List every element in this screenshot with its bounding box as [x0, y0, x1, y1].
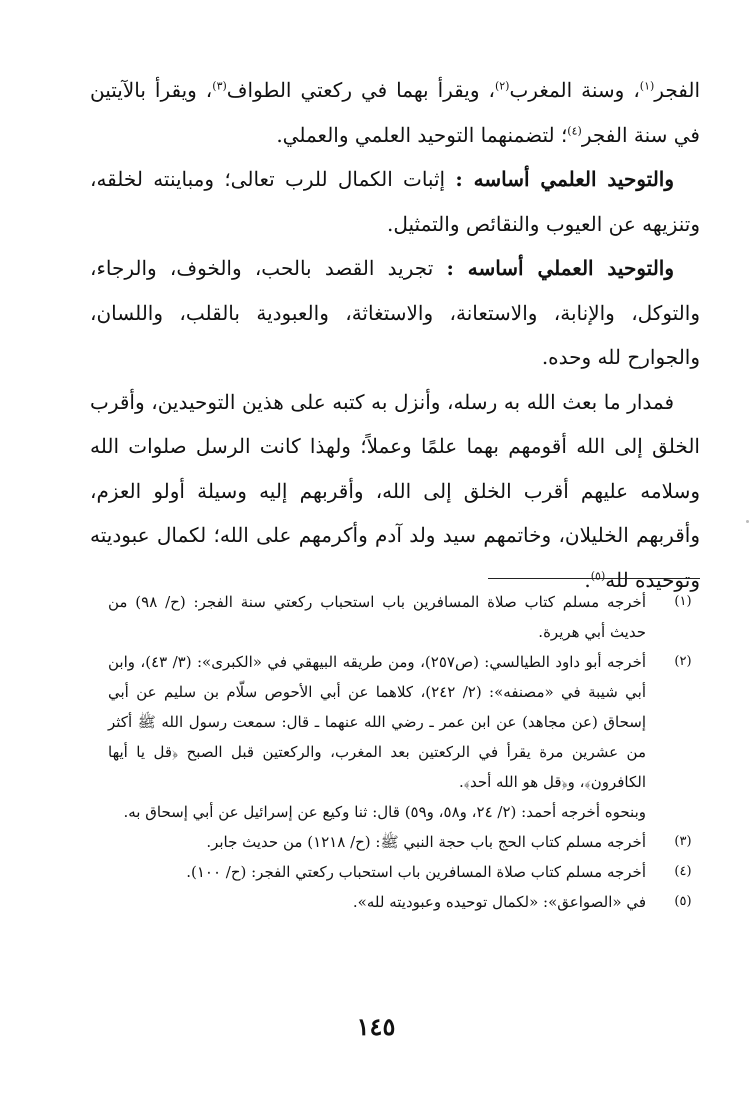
paragraph-3	[90, 246, 700, 380]
footnote-1	[108, 587, 700, 647]
text-segment: ؛ لتضمنهما التوحيد العلمي والعملي.	[276, 122, 568, 147]
footnote-ref-1: (١)	[639, 79, 655, 93]
footnote-text: أخرجه مسلم كتاب صلاة المسافرين باب استحباب ركعتي الفجر: (ح/ ١٠٠).	[186, 863, 646, 881]
main-text	[90, 68, 700, 602]
footnote-text: أخرجه مسلم كتاب صلاة المسافرين باب استحباب ركعتي سنة الفجر: (ح/ ٩٨) من حديث أبي هريرة.	[108, 593, 646, 641]
paragraph-1	[90, 68, 700, 157]
paragraph-heading: والتوحيد العملي أساسه :	[446, 256, 674, 280]
text-segment: تجريد القصد بالحب، والخوف، والرجاء، والتوكل، والإنابة، والاستعانة، والاستغاثة، والعبودية بالقلب، واللسان، والجوارح لله وحده.	[90, 256, 700, 369]
footnotes	[108, 587, 700, 917]
footnote-text: في «الصواعق»: «لكمال توحيده وعبوديته لله».	[352, 893, 646, 911]
footnote-number: (٣)	[674, 834, 692, 849]
text-segment: ، ويقرأ بالآيتين في سنة الفجر	[90, 78, 700, 147]
footnote-number: (٢)	[674, 654, 692, 669]
footnote-text: أخرجه مسلم كتاب الحج باب حجة النبي ﷺ: (ح/ ١٢١٨) من حديث جابر.	[206, 833, 646, 851]
paragraph-2	[90, 157, 700, 246]
paragraph-4	[90, 380, 700, 603]
footnote-ref-2: (٢)	[494, 79, 510, 93]
paragraph-heading: والتوحيد العلمي أساسه :	[455, 167, 675, 191]
footnote-4	[108, 857, 700, 887]
page-number: ١٤٥	[356, 1012, 396, 1041]
footnote-separator	[488, 578, 700, 579]
text-segment: ، وسنة المغرب	[509, 78, 640, 102]
footnote-5	[108, 887, 700, 917]
footnote-ref-5: (٥)	[590, 568, 606, 582]
footnote-number: (٥)	[674, 894, 692, 909]
footnote-ref-4: (٤)	[567, 123, 582, 137]
footnote-number: (١)	[674, 594, 692, 609]
text-segment: فمدار ما بعث الله به رسله، وأنزل به كتبه على هذين التوحيدين، وأقرب الخلق إلى الله أقومهم بهما علمًا وعملاً؛ ولهذا كانت الرسل صلوات الله وسلامه عليهم أقرب الخلق إلى الله، وأقربهم إليه وسيلة أولو العزم، وأقربهم الخليلان، وخاتمهم سيد ولد آدم وأكرمهم على الله؛ لكمال عبوديته وتوحيده لله	[90, 389, 700, 592]
footnote-text: أخرجه أبو داود الطيالسي: (ص٢٥٧)، ومن طريقه البيهقي في «الكبرى»: (٣/ ٤٣)، وابن أبي شيبة في «مصنفه»: (٢/ ٢٤٢)، كلاهما عن أبي الأحوص سلّام بن سليم عن أبي إسحاق (عن مجاهد) عن ابن عمر ـ رضي الله عنهما ـ قال: سمعت رسول الله ﷺ أكثر من عشرين مرة يقرأ في الركعتين بعد المغرب، والركعتين قبل الصبح ﴿قل يا أيها الكافرون﴾، و﴿قل هو الله أحد﴾.	[108, 653, 647, 791]
footnote-3	[108, 827, 700, 857]
text-segment: ، ويقرأ بهما في ركعتي الطواف	[226, 78, 495, 102]
footnote-ref-3: (٣)	[212, 79, 227, 93]
scan-speck	[746, 520, 749, 523]
text-segment: الفجر	[654, 78, 701, 102]
footnote-text-continued: وبنحوه أخرجه أحمد: (٢/ ٢٤، و٥٨، و٥٩) قال: ثنا وكيع عن إسرائيل عن أبي إسحاق به.	[123, 803, 646, 821]
footnote-number: (٤)	[674, 864, 692, 879]
text-segment: إثبات الكمال للرب تعالى؛ ومباينته لخلقه، وتنزيهه عن العيوب والنقائص والتمثيل.	[90, 167, 700, 236]
text-segment: .	[584, 567, 591, 592]
footnote-2	[108, 647, 700, 827]
